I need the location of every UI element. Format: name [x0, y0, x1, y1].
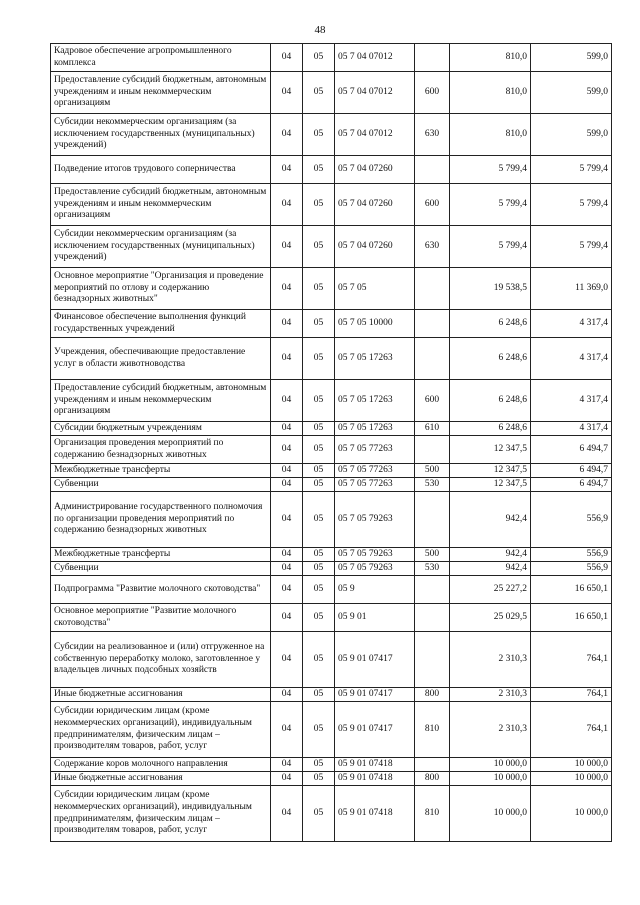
table-row — [51, 478, 612, 492]
cell-section: 04 — [271, 562, 303, 576]
cell-section: 04 — [271, 422, 303, 436]
cell-target-article: 05 9 01 07417 — [335, 632, 415, 688]
cell-expense-type — [415, 492, 450, 548]
cell-amount-1: 810,0 — [450, 72, 531, 114]
cell-expense-type — [415, 436, 450, 464]
cell-target-article: 05 7 04 07012 — [335, 44, 415, 72]
cell-subsection: 05 — [303, 702, 335, 758]
cell-name: Субсидии бюджетным учреждениям — [51, 422, 271, 436]
table-row — [51, 772, 612, 786]
cell-amount-2: 4 317,4 — [531, 338, 612, 380]
table-row — [51, 464, 612, 478]
table-row — [51, 492, 612, 548]
table-row — [51, 72, 612, 114]
cell-amount-2: 5 799,4 — [531, 156, 612, 184]
cell-amount-1: 10 000,0 — [450, 758, 531, 772]
cell-amount-1: 6 248,6 — [450, 338, 531, 380]
cell-target-article: 05 7 05 17263 — [335, 338, 415, 380]
cell-amount-2: 599,0 — [531, 114, 612, 156]
cell-section: 04 — [271, 632, 303, 688]
cell-amount-2: 11 369,0 — [531, 268, 612, 310]
cell-expense-type: 630 — [415, 226, 450, 268]
cell-subsection: 05 — [303, 380, 335, 422]
cell-subsection: 05 — [303, 492, 335, 548]
cell-expense-type: 630 — [415, 114, 450, 156]
cell-subsection: 05 — [303, 478, 335, 492]
cell-amount-2: 556,9 — [531, 548, 612, 562]
cell-section: 04 — [271, 702, 303, 758]
cell-name: Субсидии юридическим лицам (кроме некоммерческих организаций), индивидуальным предпринимателям, физическим лицам – производителям товаров, работ, услуг — [51, 786, 271, 842]
cell-name: Субвенции — [51, 478, 271, 492]
cell-amount-2: 10 000,0 — [531, 772, 612, 786]
page-number: 48 — [314, 24, 326, 36]
cell-name: Предоставление субсидий бюджетным, автономным учреждениям и иным некоммерческим организациям — [51, 184, 271, 226]
cell-section: 04 — [271, 268, 303, 310]
table-row — [51, 226, 612, 268]
cell-expense-type: 810 — [415, 702, 450, 758]
cell-name: Межбюджетные трансферты — [51, 464, 271, 478]
cell-expense-type — [415, 758, 450, 772]
cell-section: 04 — [271, 576, 303, 604]
table-row — [51, 632, 612, 688]
table-row — [51, 184, 612, 226]
cell-subsection: 05 — [303, 114, 335, 156]
cell-target-article: 05 7 05 77263 — [335, 464, 415, 478]
cell-amount-1: 25 227,2 — [450, 576, 531, 604]
cell-amount-1: 942,4 — [450, 548, 531, 562]
cell-amount-2: 4 317,4 — [531, 310, 612, 338]
cell-target-article: 05 7 04 07012 — [335, 72, 415, 114]
cell-target-article: 05 7 04 07260 — [335, 156, 415, 184]
cell-amount-2: 5 799,4 — [531, 184, 612, 226]
table-row — [51, 380, 612, 422]
cell-section: 04 — [271, 464, 303, 478]
cell-section: 04 — [271, 156, 303, 184]
cell-section: 04 — [271, 604, 303, 632]
cell-target-article: 05 7 05 10000 — [335, 310, 415, 338]
cell-section: 04 — [271, 436, 303, 464]
cell-section: 04 — [271, 492, 303, 548]
cell-target-article: 05 7 05 77263 — [335, 436, 415, 464]
cell-expense-type: 530 — [415, 562, 450, 576]
cell-target-article: 05 9 01 — [335, 604, 415, 632]
cell-expense-type — [415, 604, 450, 632]
cell-amount-1: 5 799,4 — [450, 226, 531, 268]
cell-expense-type: 810 — [415, 786, 450, 842]
cell-name: Иные бюджетные ассигнования — [51, 772, 271, 786]
cell-name: Организация проведения мероприятий по содержанию безнадзорных животных — [51, 436, 271, 464]
table-row — [51, 422, 612, 436]
cell-amount-1: 2 310,3 — [450, 702, 531, 758]
cell-amount-1: 942,4 — [450, 492, 531, 548]
table-row — [51, 338, 612, 380]
cell-section: 04 — [271, 688, 303, 702]
cell-subsection: 05 — [303, 338, 335, 380]
cell-expense-type — [415, 268, 450, 310]
cell-name: Учреждения, обеспечивающие предоставление услуг в области животноводства — [51, 338, 271, 380]
cell-subsection: 05 — [303, 268, 335, 310]
cell-target-article: 05 7 05 17263 — [335, 380, 415, 422]
cell-expense-type — [415, 338, 450, 380]
cell-name: Иные бюджетные ассигнования — [51, 688, 271, 702]
cell-name: Подведение итогов трудового соперничества — [51, 156, 271, 184]
cell-target-article: 05 7 05 77263 — [335, 478, 415, 492]
table-body — [51, 44, 612, 842]
cell-section: 04 — [271, 786, 303, 842]
cell-amount-2: 16 650,1 — [531, 604, 612, 632]
cell-amount-1: 6 248,6 — [450, 422, 531, 436]
cell-section: 04 — [271, 380, 303, 422]
cell-amount-2: 10 000,0 — [531, 758, 612, 772]
cell-amount-1: 2 310,3 — [450, 632, 531, 688]
cell-amount-1: 19 538,5 — [450, 268, 531, 310]
cell-target-article: 05 9 01 07418 — [335, 786, 415, 842]
table-row — [51, 156, 612, 184]
cell-section: 04 — [271, 478, 303, 492]
cell-subsection: 05 — [303, 548, 335, 562]
cell-subsection: 05 — [303, 44, 335, 72]
cell-amount-2: 4 317,4 — [531, 422, 612, 436]
table-row — [51, 44, 612, 72]
cell-section: 04 — [271, 72, 303, 114]
cell-expense-type — [415, 632, 450, 688]
cell-amount-2: 6 494,7 — [531, 464, 612, 478]
cell-name: Кадровое обеспечение агропромышленного комплекса — [51, 44, 271, 72]
cell-subsection: 05 — [303, 184, 335, 226]
cell-name: Подпрограмма "Развитие молочного скотоводства" — [51, 576, 271, 604]
cell-target-article: 05 7 05 — [335, 268, 415, 310]
cell-name: Предоставление субсидий бюджетным, автономным учреждениям и иным некоммерческим организациям — [51, 72, 271, 114]
cell-amount-1: 25 029,5 — [450, 604, 531, 632]
cell-name: Предоставление субсидий бюджетным, автономным учреждениям и иным некоммерческим организациям — [51, 380, 271, 422]
cell-name: Основное мероприятие "Развитие молочного скотоводства" — [51, 604, 271, 632]
cell-expense-type — [415, 156, 450, 184]
cell-amount-2: 599,0 — [531, 44, 612, 72]
cell-amount-2: 764,1 — [531, 632, 612, 688]
cell-name: Основное мероприятие "Организация и проведение мероприятий по отлову и содержанию безнадзорных животных" — [51, 268, 271, 310]
cell-name: Субвенции — [51, 562, 271, 576]
cell-target-article: 05 7 05 79263 — [335, 548, 415, 562]
table-row — [51, 114, 612, 156]
table-row — [51, 758, 612, 772]
cell-subsection: 05 — [303, 156, 335, 184]
cell-amount-1: 6 248,6 — [450, 380, 531, 422]
budget-table — [50, 43, 612, 842]
cell-amount-1: 2 310,3 — [450, 688, 531, 702]
cell-subsection: 05 — [303, 226, 335, 268]
cell-subsection: 05 — [303, 436, 335, 464]
cell-expense-type: 600 — [415, 184, 450, 226]
cell-expense-type — [415, 44, 450, 72]
cell-section: 04 — [271, 772, 303, 786]
cell-amount-2: 16 650,1 — [531, 576, 612, 604]
table-row — [51, 562, 612, 576]
cell-subsection: 05 — [303, 310, 335, 338]
cell-name: Администрирование государственного полномочия по организации проведения мероприятий по содержанию безнадзорных животных — [51, 492, 271, 548]
cell-section: 04 — [271, 226, 303, 268]
cell-amount-1: 12 347,5 — [450, 464, 531, 478]
table-row — [51, 548, 612, 562]
cell-amount-2: 10 000,0 — [531, 786, 612, 842]
cell-amount-1: 5 799,4 — [450, 184, 531, 226]
table-row — [51, 268, 612, 310]
cell-subsection: 05 — [303, 758, 335, 772]
table-row — [51, 436, 612, 464]
cell-subsection: 05 — [303, 72, 335, 114]
cell-subsection: 05 — [303, 772, 335, 786]
table-row — [51, 576, 612, 604]
cell-section: 04 — [271, 758, 303, 772]
cell-amount-2: 764,1 — [531, 702, 612, 758]
cell-expense-type: 800 — [415, 688, 450, 702]
cell-name: Финансовое обеспечение выполнения функций государственных учреждений — [51, 310, 271, 338]
cell-amount-2: 5 799,4 — [531, 226, 612, 268]
cell-name: Содержание коров молочного направления — [51, 758, 271, 772]
cell-amount-1: 810,0 — [450, 114, 531, 156]
cell-subsection: 05 — [303, 464, 335, 478]
cell-expense-type: 600 — [415, 380, 450, 422]
cell-amount-2: 764,1 — [531, 688, 612, 702]
cell-target-article: 05 9 — [335, 576, 415, 604]
cell-expense-type — [415, 576, 450, 604]
cell-amount-2: 556,9 — [531, 562, 612, 576]
cell-name: Субсидии некоммерческим организациям (за исключением государственных (муниципальных) учреждений) — [51, 114, 271, 156]
cell-subsection: 05 — [303, 604, 335, 632]
cell-target-article: 05 7 04 07012 — [335, 114, 415, 156]
cell-name: Субсидии юридическим лицам (кроме некоммерческих организаций), индивидуальным предпринимателям, физическим лицам – производителям товаров, работ, услуг — [51, 702, 271, 758]
cell-target-article: 05 7 04 07260 — [335, 226, 415, 268]
cell-amount-2: 556,9 — [531, 492, 612, 548]
cell-subsection: 05 — [303, 422, 335, 436]
cell-expense-type: 500 — [415, 548, 450, 562]
cell-target-article: 05 7 04 07260 — [335, 184, 415, 226]
table-row — [51, 310, 612, 338]
cell-section: 04 — [271, 338, 303, 380]
cell-expense-type: 600 — [415, 72, 450, 114]
cell-section: 04 — [271, 310, 303, 338]
cell-amount-1: 10 000,0 — [450, 786, 531, 842]
cell-amount-1: 10 000,0 — [450, 772, 531, 786]
cell-section: 04 — [271, 548, 303, 562]
cell-subsection: 05 — [303, 688, 335, 702]
cell-subsection: 05 — [303, 632, 335, 688]
cell-target-article: 05 7 05 17263 — [335, 422, 415, 436]
cell-section: 04 — [271, 114, 303, 156]
cell-name: Субсидии некоммерческим организациям (за исключением государственных (муниципальных) учреждений) — [51, 226, 271, 268]
cell-expense-type: 500 — [415, 464, 450, 478]
cell-subsection: 05 — [303, 576, 335, 604]
cell-amount-1: 5 799,4 — [450, 156, 531, 184]
cell-expense-type: 800 — [415, 772, 450, 786]
cell-name: Межбюджетные трансферты — [51, 548, 271, 562]
cell-subsection: 05 — [303, 786, 335, 842]
cell-expense-type: 530 — [415, 478, 450, 492]
cell-amount-1: 12 347,5 — [450, 436, 531, 464]
cell-expense-type — [415, 310, 450, 338]
cell-subsection: 05 — [303, 562, 335, 576]
cell-amount-2: 599,0 — [531, 72, 612, 114]
cell-name: Субсидии на реализованное и (или) отгруженное на собственную переработку молоко, заготовленное у владельцев личных подсобных хозяйств — [51, 632, 271, 688]
cell-target-article: 05 7 05 79263 — [335, 562, 415, 576]
cell-expense-type: 610 — [415, 422, 450, 436]
cell-section: 04 — [271, 184, 303, 226]
cell-amount-2: 6 494,7 — [531, 478, 612, 492]
table-row — [51, 688, 612, 702]
cell-amount-1: 12 347,5 — [450, 478, 531, 492]
table-row — [51, 604, 612, 632]
cell-amount-1: 942,4 — [450, 562, 531, 576]
cell-amount-2: 4 317,4 — [531, 380, 612, 422]
cell-target-article: 05 9 01 07417 — [335, 702, 415, 758]
cell-amount-1: 6 248,6 — [450, 310, 531, 338]
cell-target-article: 05 9 01 07418 — [335, 758, 415, 772]
cell-target-article: 05 7 05 79263 — [335, 492, 415, 548]
cell-section: 04 — [271, 44, 303, 72]
table-row — [51, 786, 612, 842]
cell-amount-2: 6 494,7 — [531, 436, 612, 464]
cell-target-article: 05 9 01 07418 — [335, 772, 415, 786]
cell-amount-1: 810,0 — [450, 44, 531, 72]
table-row — [51, 702, 612, 758]
cell-target-article: 05 9 01 07417 — [335, 688, 415, 702]
